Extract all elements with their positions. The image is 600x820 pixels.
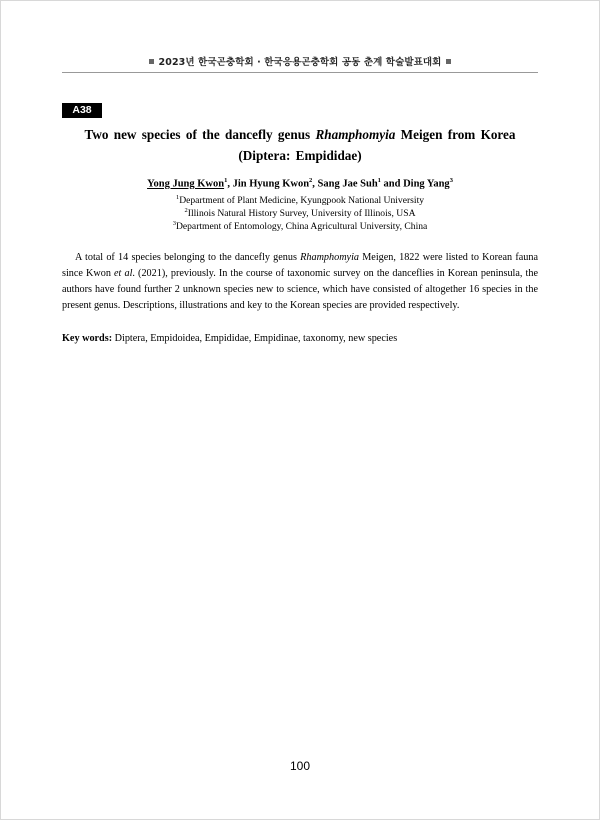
header-text: 2023년 한국곤충학회 · 한국응용곤충학회 공동 춘계 학술발표대회 xyxy=(158,57,442,68)
keywords-text: Diptera, Empidoidea, Empididae, Empidinae, taxonomy, new species xyxy=(112,333,398,344)
affiliation-3 xyxy=(62,220,538,232)
author-sup: 1 xyxy=(377,177,381,184)
abstract-part2: Meigen, 1822 were listed to Korean fauna since Kwon xyxy=(62,252,538,280)
author-sep: , xyxy=(227,178,233,190)
affiliation-1 xyxy=(62,194,538,206)
keywords xyxy=(62,333,538,344)
author-name: Sang Jae Suh xyxy=(317,178,378,190)
author-sep: , xyxy=(312,178,318,190)
author-name: Jin Hyung Kwon xyxy=(232,178,310,190)
paper-title xyxy=(62,124,538,166)
header-square-right-icon xyxy=(446,59,451,64)
author-sep: and xyxy=(380,178,404,190)
author-list xyxy=(62,177,538,190)
title-line2: (Diptera: Empididae) xyxy=(238,148,362,163)
abstract-etal: et al xyxy=(114,268,133,280)
abstract-part3: . (2021), previously. In the course of taxonomic survey on the danceflies in Korean peninsula, the authors have found further 2 unknown species new to science, which have consisted of altogether 16 species in the present genus. Descriptions, illustrations and key to the Korean species are provided respectively. xyxy=(62,268,538,312)
affiliation-2 xyxy=(62,207,538,219)
keywords-label: Key words: xyxy=(62,333,113,344)
author-sup: 1 xyxy=(224,177,228,184)
affiliation-sup: 2 xyxy=(184,207,188,214)
affiliation-sup: 1 xyxy=(175,194,180,201)
header-square-left-icon xyxy=(149,59,154,64)
author-sup: 3 xyxy=(449,177,453,184)
page-number: 100 xyxy=(289,759,311,773)
abstract-id-badge: A38 xyxy=(62,103,102,118)
affiliation-text: Department of Plant Medicine, Kyungpook National University xyxy=(179,195,425,207)
title-genus: Rhamphomyia xyxy=(315,127,396,142)
author-sup: 2 xyxy=(309,177,313,184)
abstract-body xyxy=(62,250,538,314)
abstract-part1: A total of 14 species belonging to the dancefly genus xyxy=(75,252,301,263)
affiliation-text: Department of Entomology, China Agricultural University, China xyxy=(175,221,428,233)
affiliation-sup: 3 xyxy=(172,220,176,227)
title-part1: Two new species of the dancefly genus xyxy=(84,127,316,142)
running-header xyxy=(0,54,600,68)
title-part2: Meigen from Korea xyxy=(395,127,516,142)
author-name: Yong Jung Kwon xyxy=(147,178,225,190)
author-name: Ding Yang xyxy=(403,178,450,190)
affiliation-text: Illinois Natural History Survey, University of Illinois, USA xyxy=(187,208,416,220)
header-rule xyxy=(62,72,538,73)
abstract-genus: Rhamphomyia xyxy=(300,252,360,263)
